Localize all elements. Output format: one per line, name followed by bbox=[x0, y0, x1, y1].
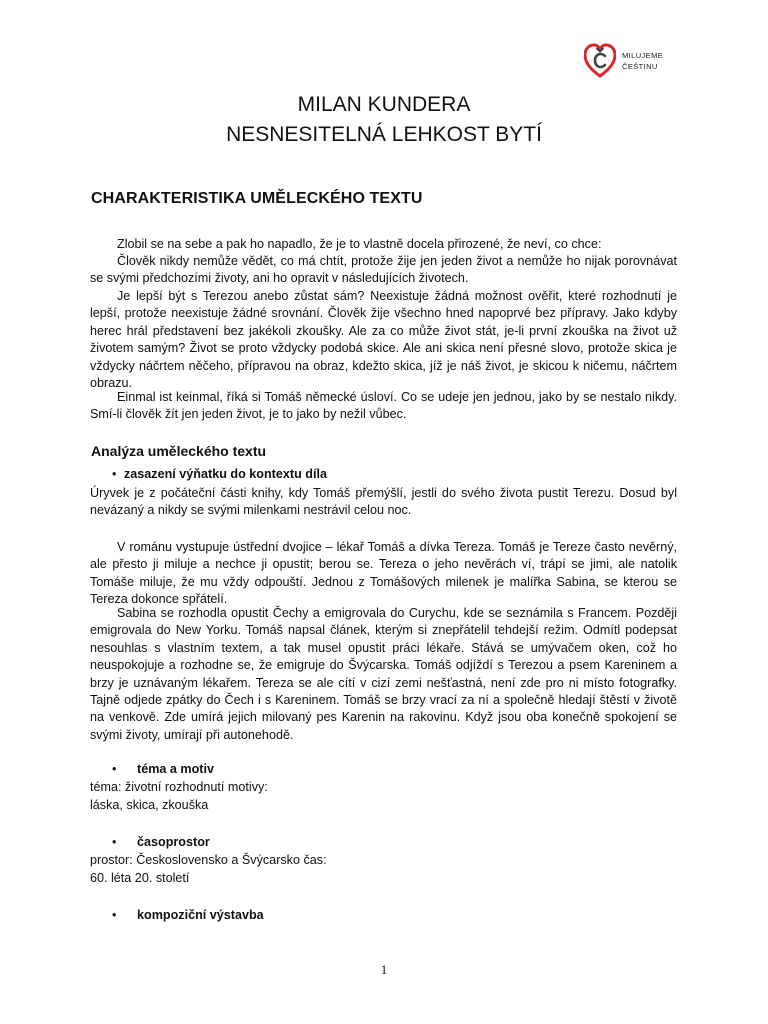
bullet-icon: • bbox=[112, 467, 117, 481]
chronotope-label: časoprostor bbox=[137, 835, 210, 849]
summary-paragraph: V románu vystupuje ústřední dvojice – lékař Tomáš a dívka Tereza. Tomáš je Tereze často nevěrný, ale přesto ji miluje a nechce ji opustit; berou se. Tereza o jeho nevěrách ví, trápí se jimi, ale natolik Tomáše miluje, že mu vždy odpouští. Jednou z Tomášových milenek je malířka Sabina, se kterou se Tereza dokonce spřátelí. bbox=[90, 540, 677, 607]
chronotope-line: prostor: Československo a Švýcarsko čas: bbox=[90, 853, 327, 867]
context-paragraph: Úryvek je z počáteční části knihy, kdy Tomáš přemýšlí, jestli do svého života pustit Terezu. Dosud byl nevázaný a nikdy se svými milenkami nestrávil celou noc. bbox=[90, 486, 677, 518]
logo bbox=[584, 43, 663, 79]
bullet-icon: • bbox=[112, 908, 117, 922]
analysis-heading: Analýza uměleckého textu bbox=[91, 443, 267, 459]
logo-text bbox=[622, 50, 663, 72]
page-number: 1 bbox=[380, 962, 388, 977]
theme-line: téma: životní rozhodnutí motivy: bbox=[90, 780, 268, 794]
composition-label: kompoziční výstavba bbox=[137, 908, 264, 922]
excerpt-paragraph: Zlobil se na sebe a pak ho napadlo, že je to vlastně docela přirozené, že neví, co chce: bbox=[117, 237, 602, 251]
work-title: NESNESITELNÁ LEHKOST BYTÍ bbox=[226, 123, 542, 146]
excerpt-paragraph: Je lepší být s Terezou anebo zůstat sám? Neexistuje žádná možnost ověřit, které rozhodnutí je lepší, protože neexistuje žádné srovnání. Člověk žije všechno hned napoprvé bez přípravy. Jako kdyby herec hrál představení bez jakékoli zkoušky. Ale za co může život stát, je-li první zkouška na život už životem samým? Život se proto vždycky podobá skice. Ale ani skica není přesné slovo, protože skica je vždycky náčrtem něčeho, přípravou na obraz, kdežto skica, jíž je náš život, je skicou k ničemu, náčrtem obrazu. bbox=[90, 289, 677, 391]
summary-paragraph: Sabina se rozhodla opustit Čechy a emigrovala do Curychu, kde se seznámila s Francem. Později emigrovala do New Yorku. Tomáš napsal článek, kterým si znepřátelil tehdejší režim. Odmítl podepsat nesouhlas s vlastním textem, a tak musel opustit práci lékaře. Stává se umývačem oken, což ho neuspokojuje a rozhodne se, že emigruje do Švýcarska. Tomáš odjíždí s Terezou a psem Kareninem a brzy je uznávaným lékařem. Tereza se ale cítí v cizí zemi nešťastná, není zde pro ni místo fotografky. Tajně odjede zpátky do Čech i s Kareninem. Tomáš se brzy vrací za ní a společně hledají štěstí v životě na venkově. Zde umírá jejich milovaný pes Karenin na rakovinu. Když jsou oba konečně spokojení se svými životy, umírají při autonehodě. bbox=[90, 606, 677, 742]
excerpt-paragraph: Einmal ist keinmal, říká si Tomáš německé úsloví. Co se udeje jen jednou, jako by se nestalo nikdy. Smí-li člověk žít jen jeden život, je to jako by nežil vůbec. bbox=[90, 390, 677, 422]
logo-line-1: MILUJEME bbox=[622, 51, 664, 60]
author-title: MILAN KUNDERA bbox=[297, 93, 471, 116]
excerpt-paragraph: Člověk nikdy nemůže vědět, co má chtít, protože žije jen jeden život a nemůže ho nijak porovnávat se svými předchozími životy, ani ho opravit v následujících životech. bbox=[90, 254, 677, 286]
section-heading: CHARAKTERISTIKA UMĚLECKÉHO TEXTU bbox=[91, 190, 423, 207]
bullet-icon: • bbox=[112, 835, 117, 849]
heart-c-logo-icon bbox=[584, 43, 616, 79]
chronotope-line: 60. léta 20. století bbox=[90, 871, 190, 885]
theme-label: téma a motiv bbox=[137, 762, 214, 776]
logo-line-2: ČEŠTINU bbox=[622, 62, 658, 71]
theme-line: láska, skica, zkouška bbox=[90, 798, 209, 812]
context-label: zasazení výňatku do kontextu díla bbox=[124, 467, 327, 481]
bullet-icon: • bbox=[112, 762, 117, 776]
